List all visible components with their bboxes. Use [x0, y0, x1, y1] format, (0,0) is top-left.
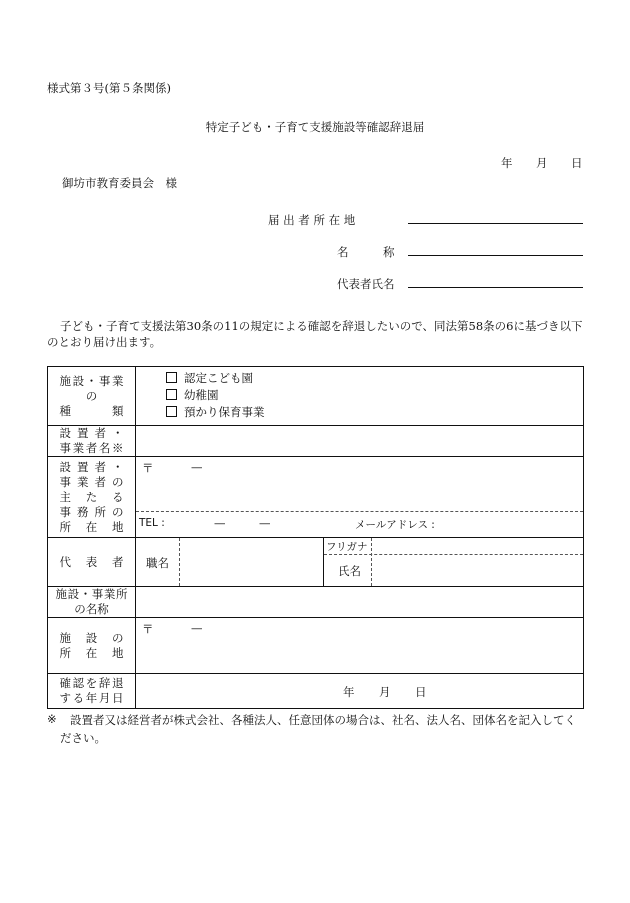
- applicant-rep-field[interactable]: [408, 287, 583, 288]
- position-label: 職名: [146, 556, 169, 570]
- founder-label: 設 置 者 ・ 事業者名※: [48, 426, 136, 457]
- row-office-address: [48, 457, 584, 538]
- body-text-line2: のとおり届け出ます。: [47, 335, 162, 349]
- note-line2: ださい。: [60, 731, 106, 745]
- facility-address-label: 施 設 の 所 在 地: [48, 618, 136, 674]
- tel-label: TEL :: [139, 517, 165, 529]
- cell-divider: [323, 538, 324, 586]
- mail-label: メールアドレス :: [355, 519, 435, 531]
- furigana-label: フリガナ: [326, 541, 368, 553]
- row-facility-name: [48, 587, 584, 618]
- facility-type-label: 施設・事業 の 種 類: [48, 367, 136, 426]
- withdraw-year: 年: [343, 685, 355, 699]
- date-year: 年: [501, 156, 513, 170]
- dashed-divider: [136, 511, 583, 512]
- position-field[interactable]: [180, 538, 323, 587]
- addressee: 御坊市教育委員会 様: [62, 176, 177, 190]
- note-line1: 設置者又は経営者が株式会社、各種法人、任意団体の場合は、社名、法人名、団体名を記入してく: [70, 713, 576, 727]
- furigana-field[interactable]: [372, 538, 583, 553]
- checkbox-icon[interactable]: [166, 406, 177, 417]
- applicant-rep-label: 代表者氏名: [337, 277, 395, 291]
- row-facility-type: [48, 367, 584, 426]
- withdraw-month: 月: [379, 685, 391, 699]
- postal-mark: 〒: [142, 461, 154, 475]
- row-representative: [48, 538, 584, 587]
- body-text-line1: 子ども・子育て支援法第30条の11の規定による確認を辞退したいので、同法第58条の6に基づき以下: [60, 319, 583, 333]
- postal-dash: —: [191, 621, 203, 635]
- row-withdraw-date: [48, 674, 584, 709]
- facility-name-field[interactable]: [136, 587, 584, 618]
- postal-dash: —: [191, 460, 203, 474]
- tel-dash-2: —: [259, 516, 271, 530]
- rep-name-field[interactable]: [372, 555, 583, 587]
- name-label: 氏名: [338, 564, 361, 578]
- representative-field: [136, 538, 584, 587]
- facility-name-label: 施設・事業所 の名称: [48, 587, 136, 618]
- representative-label: 代 表 者: [48, 538, 136, 587]
- withdraw-day: 日: [415, 685, 427, 699]
- applicant-name-field[interactable]: [408, 255, 583, 256]
- note-mark: ※: [47, 712, 57, 726]
- facility-address-field[interactable]: [136, 618, 584, 674]
- office-address-field[interactable]: [136, 457, 584, 538]
- tel-dash-1: —: [214, 516, 226, 530]
- form-table: [47, 366, 584, 709]
- date-day: 日: [571, 156, 583, 170]
- form-number: 様式第３号(第５条関係): [47, 81, 171, 95]
- withdraw-date-label: 確認を辞退 する年月日: [48, 674, 136, 709]
- withdraw-date-field[interactable]: [136, 674, 584, 709]
- applicant-address-label: 届 出 者 所 在 地: [268, 213, 356, 227]
- applicant-name-label: 名 称: [337, 245, 395, 259]
- option-nintei-kodomoen[interactable]: 認定こども園: [166, 370, 583, 387]
- option-yochien[interactable]: 幼稚園: [166, 387, 583, 404]
- date-month: 月: [536, 156, 548, 170]
- postal-mark: 〒: [142, 622, 154, 636]
- facility-type-options: [136, 367, 584, 426]
- founder-field[interactable]: [136, 426, 584, 457]
- row-facility-address: [48, 618, 584, 674]
- option-azukari-hoiku[interactable]: 預かり保育事業: [166, 404, 583, 421]
- row-founder: [48, 426, 584, 457]
- office-address-label: 設 置 者 ・ 事 業 者 の 主 た る 事 務 所 の 所 在 地: [48, 457, 136, 538]
- applicant-address-field[interactable]: [408, 223, 583, 224]
- page-title: 特定子ども・子育て支援施設等確認辞退届: [205, 120, 425, 134]
- checkbox-icon[interactable]: [166, 389, 177, 400]
- checkbox-icon[interactable]: [166, 372, 177, 383]
